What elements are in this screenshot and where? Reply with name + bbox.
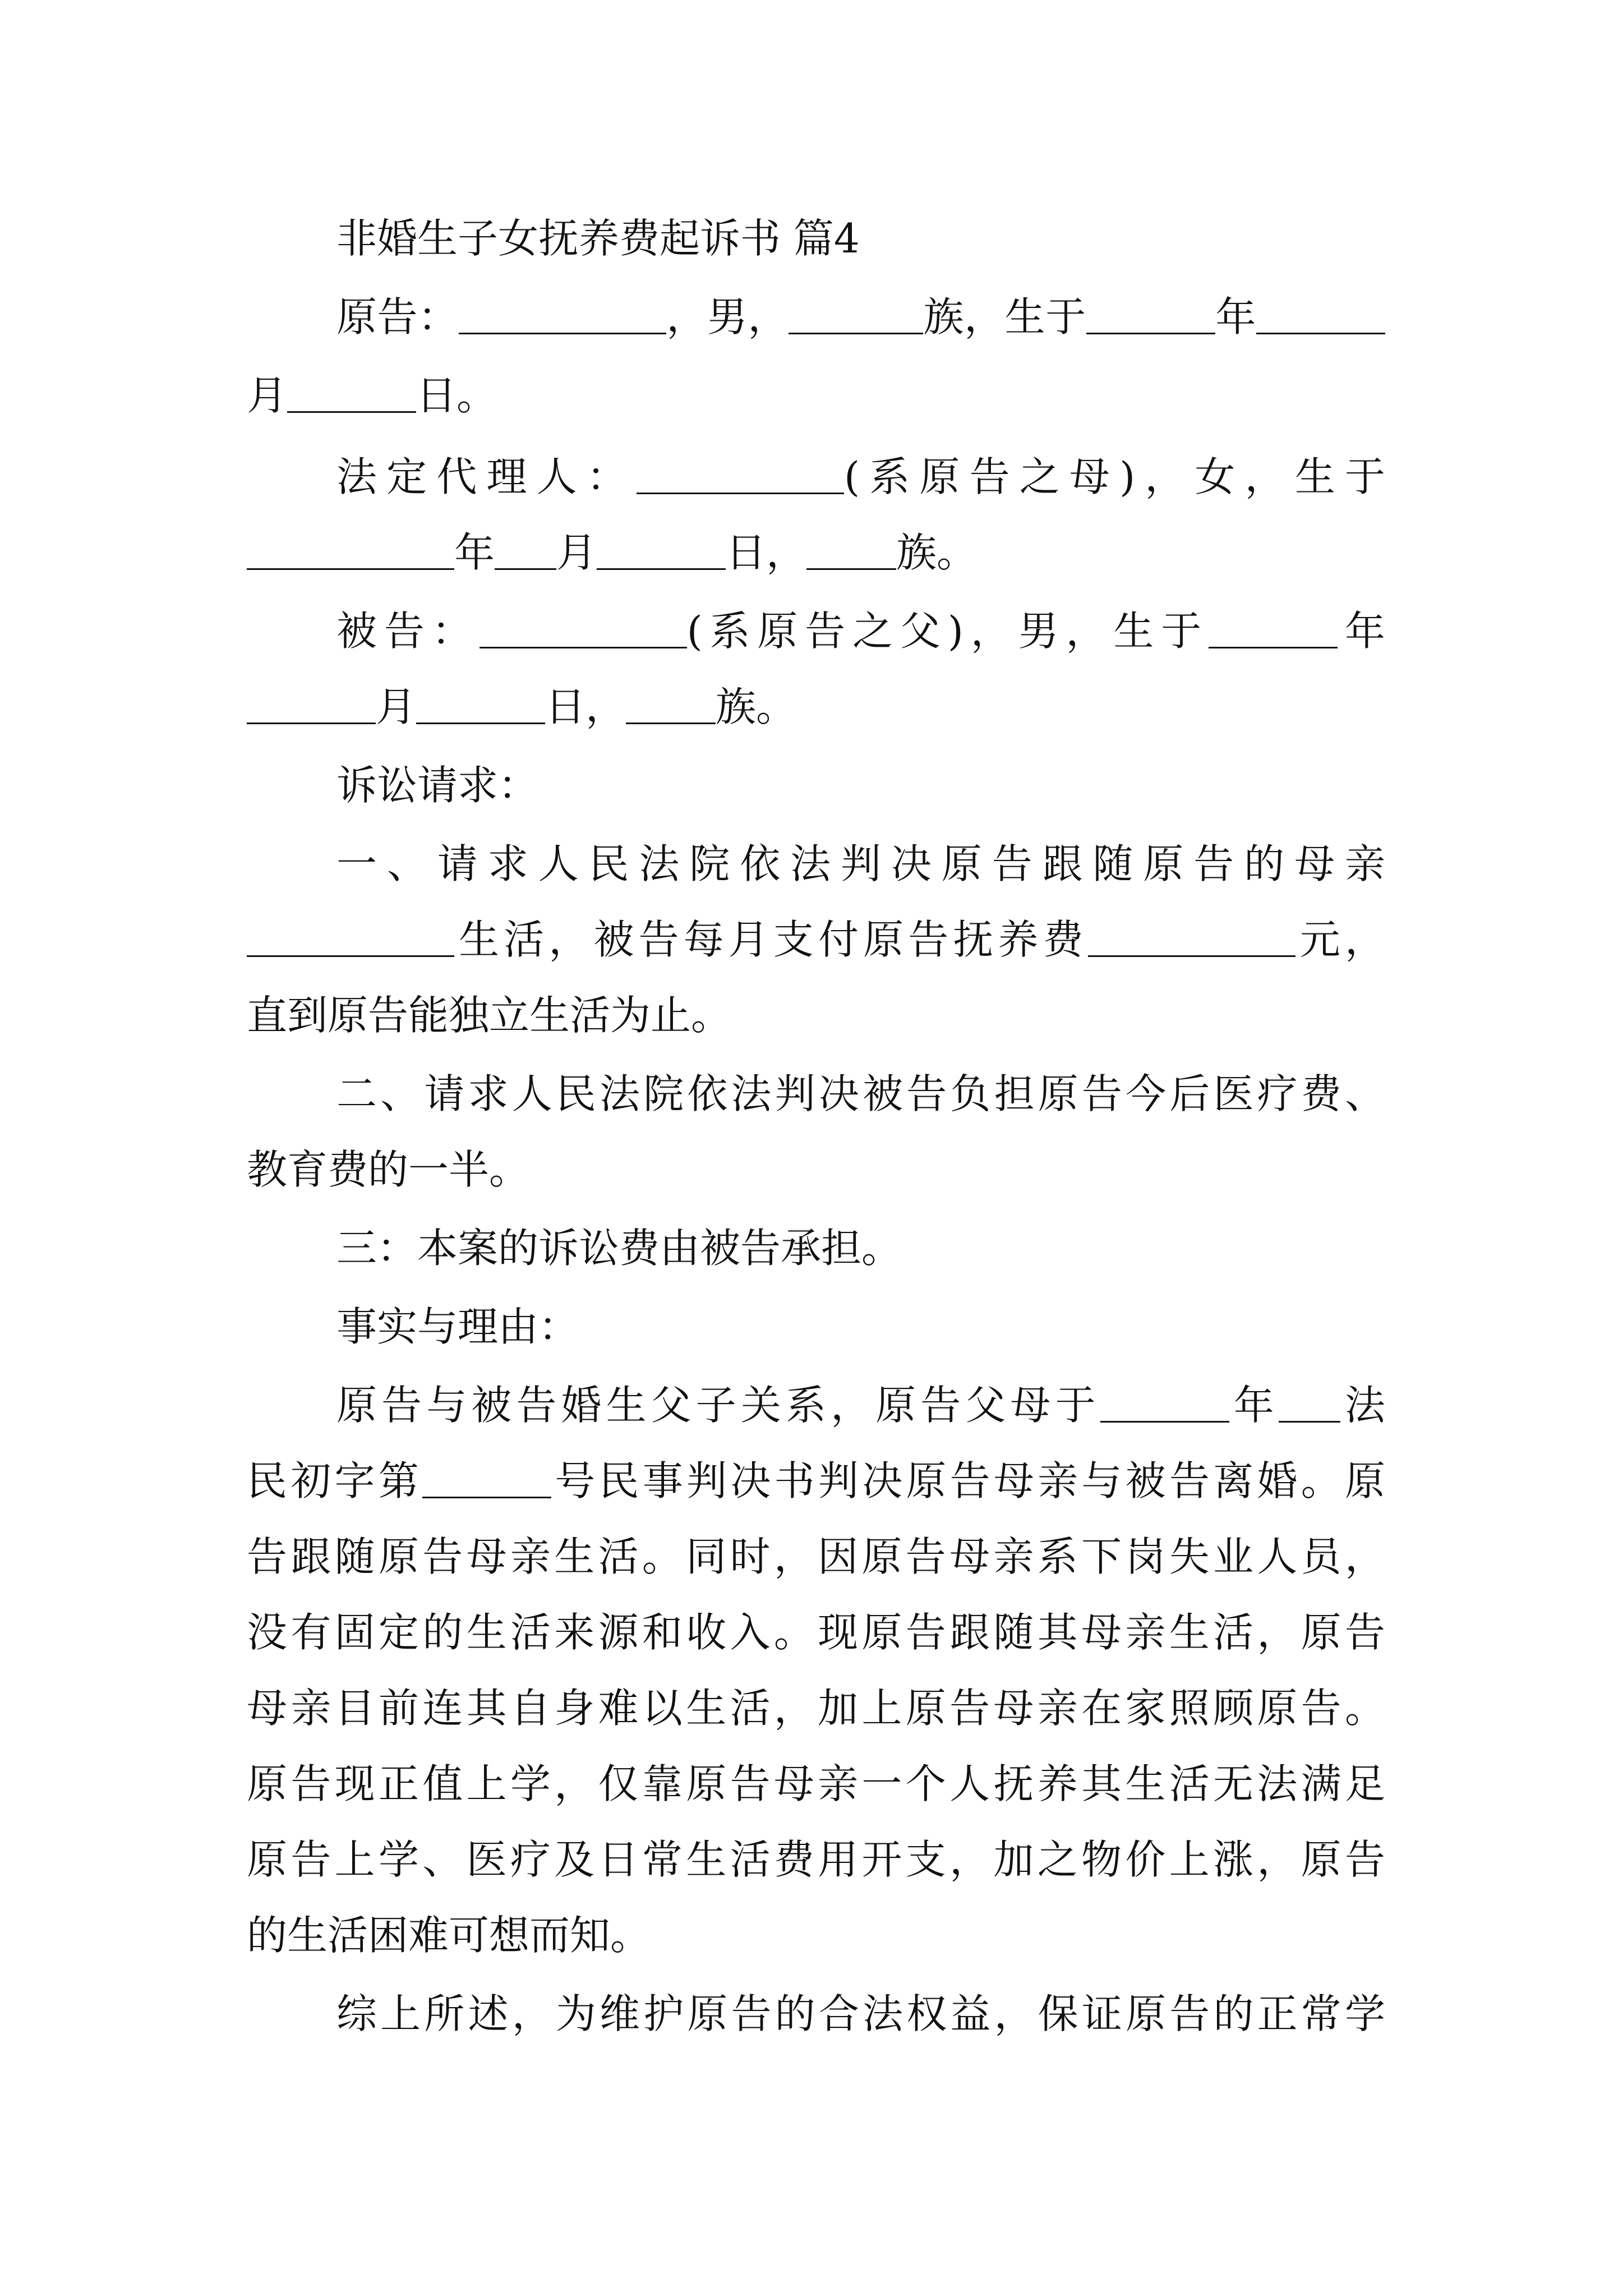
claim2-line-1	[336, 1063, 1385, 1125]
claim3-text: 三：本案的诉讼费由被告承担。	[336, 1225, 902, 1272]
defendant-line-2	[247, 676, 1385, 738]
blank-field	[495, 526, 556, 570]
blank-field	[597, 526, 726, 570]
facts-text: 民初字第	[247, 1457, 423, 1504]
plaintiff-label: 原告：	[336, 293, 459, 341]
blank-field	[247, 526, 454, 570]
plaintiff-text: ，男，	[666, 293, 789, 341]
facts-line-7	[247, 1829, 1385, 1890]
defendant-text: 年	[1338, 608, 1385, 655]
guardian-text: 年	[454, 529, 495, 576]
defendant-line-1	[336, 600, 1385, 662]
facts-text: 原告与被告婚生父子关系，原告父母于	[336, 1382, 1100, 1429]
facts-text: 告跟随原告母亲生活。同时，因原告母亲系下岗失业人员，	[247, 1533, 1385, 1580]
blank-field	[287, 369, 416, 413]
claims-heading-text: 诉讼请求：	[336, 762, 539, 809]
blank-field	[626, 680, 716, 724]
blank-field	[416, 680, 545, 724]
facts-line-2	[247, 1450, 1385, 1512]
blank-field	[1086, 290, 1215, 334]
claim1-text: 直到原告能独立生活为止。	[247, 992, 732, 1039]
blank-field	[1256, 290, 1385, 334]
guardian-text: 月	[556, 529, 597, 576]
claim1-text: 生活，被告每月支付原告抚养费	[454, 916, 1088, 963]
blank-field	[806, 526, 896, 570]
blank-field	[1279, 1378, 1340, 1423]
facts-text: 母亲目前连其自身难以生活，加上原告母亲在家照顾原告。	[247, 1685, 1385, 1732]
blank-field	[479, 604, 687, 648]
blank-field	[459, 290, 666, 334]
plaintiff-text: 年	[1215, 293, 1256, 341]
conclusion-text: 综上所述，为维护原告的合法权益，保证原告的正常学	[336, 1990, 1385, 2037]
document-title	[336, 208, 1385, 269]
guardian-line-2	[247, 522, 1385, 583]
facts-text: 原告上学、医疗及日常生活费用开支，加之物价上涨，原告	[247, 1836, 1385, 1883]
plaintiff-text: 日。	[416, 372, 497, 419]
claim2-line-2	[247, 1139, 1385, 1200]
claims-heading	[336, 754, 1385, 816]
claim3-line	[336, 1217, 1385, 1279]
blank-field	[1100, 1378, 1229, 1423]
defendant-text: (系原告之父)，男，生于	[686, 608, 1209, 655]
facts-text: 原告现正值上学，仅靠原告母亲一个人抚养其生活无法满足	[247, 1760, 1385, 1807]
guardian-text: 族。	[896, 529, 978, 576]
facts-line-8	[247, 1904, 1385, 1966]
claim1-text: 元，	[1295, 916, 1385, 963]
blank-field	[637, 450, 844, 494]
defendant-text: 日，	[545, 683, 626, 730]
guardian-label: 法定代理人：	[336, 453, 637, 500]
facts-line-4	[247, 1602, 1385, 1663]
guardian-text: 日，	[726, 529, 807, 576]
title-text: 非婚生子女抚养费起诉书 篇4	[336, 215, 860, 262]
blank-field	[422, 1454, 551, 1498]
claim1-text: 一、请求人民法院依法判决原告跟随原告的母亲	[336, 840, 1385, 887]
blank-field	[247, 680, 376, 724]
claim1-line-1	[336, 833, 1385, 895]
blank-field	[1209, 604, 1338, 648]
facts-heading	[336, 1296, 1385, 1358]
claim2-text: 二、请求人民法院依法判决被告负担原告今后医疗费、	[336, 1070, 1385, 1117]
plaintiff-text: 月	[247, 372, 288, 419]
facts-text: 年	[1229, 1382, 1279, 1429]
guardian-line-1	[336, 446, 1385, 508]
facts-line-3	[247, 1526, 1385, 1588]
facts-heading-text: 事实与理由：	[336, 1303, 579, 1350]
conclusion-line	[336, 1983, 1385, 2045]
facts-text: 没有固定的生活来源和收入。现原告跟随其母亲生活，原告	[247, 1609, 1385, 1656]
blank-field	[789, 290, 923, 334]
facts-line-5	[247, 1677, 1385, 1739]
facts-text: 法	[1340, 1382, 1385, 1429]
facts-text: 号民事判决书判决原告母亲与被告离婚。原	[551, 1457, 1385, 1504]
plaintiff-line-1	[336, 286, 1385, 348]
claim1-line-3	[247, 984, 1385, 1046]
defendant-text: 月	[376, 683, 417, 730]
blank-field	[247, 913, 454, 957]
facts-text: 的生活困难可想而知。	[247, 1912, 651, 1959]
facts-line-6	[247, 1753, 1385, 1815]
plaintiff-line-2	[247, 365, 1385, 426]
blank-field	[1088, 913, 1295, 957]
defendant-text: 族。	[716, 683, 797, 730]
facts-line-1	[336, 1374, 1385, 1436]
defendant-label: 被告：	[336, 608, 479, 655]
claim1-line-2	[247, 909, 1385, 970]
plaintiff-text: 族，生于	[923, 293, 1086, 341]
claim2-text: 教育费的一半。	[247, 1146, 530, 1193]
guardian-text: (系原告之母)，女，生于	[844, 453, 1385, 500]
